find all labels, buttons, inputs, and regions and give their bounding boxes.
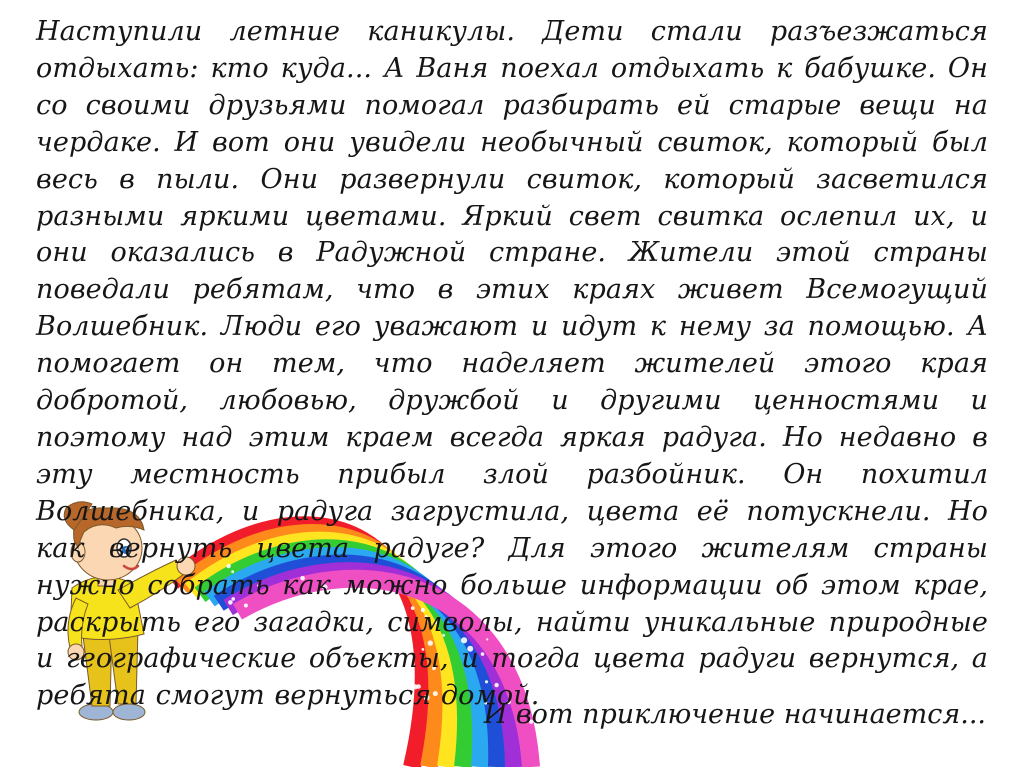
closing-line: И вот приключение начинается... xyxy=(483,699,986,730)
star-sparkle xyxy=(589,743,595,749)
story-paragraph: Наступили летние каникулы. Дети стали разъезжаться отдыхать: кто куда... А Ваня поехал отдыхать к бабушке. Он со своими друзьями помогал разбирать ей старые вещи на чердаке. И вот они увидели необычный свиток, который был весь в пыли. Они развернули свиток, который засветился разными яркими цветами. Яркий свет свитка ослепил их, и они оказались в Радужной стране. Жители этой страны поведали ребятам, что в этих краях живет Всемогущий Волшебник. Люди его уважают и идут к нему за помощью. А помогает он тем, что наделяет жителей этого края добротой, любовью, дружбой и другими ценностями и поэтому над этим краем всегда яркая радуга. Но недавно в эту местность прибыл злой разбойник. Он похитил Волшебника, и радуга загрустила, цвета её потускнели. Но как вернуть цвета радуге? Для этого жителям страны нужно собрать как можно больше информации об этом крае, раскрыть его загадки, символы, найти уникальные природные и географические объекты, и тогда цвета радуги вернутся, а ребята смогут вернуться домой. xyxy=(36,16,988,712)
